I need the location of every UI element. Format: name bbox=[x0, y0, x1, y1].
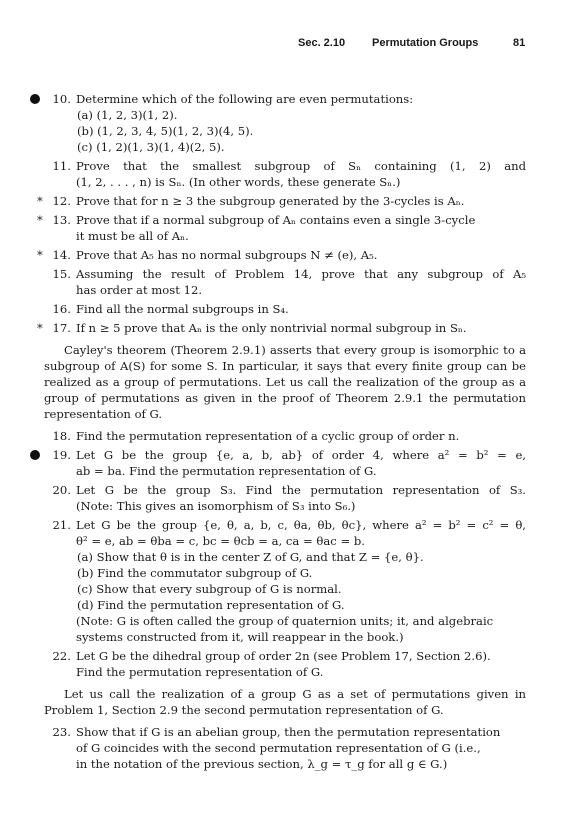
problem-10: 10. Determine which of the following are even permutations: (a) (1, 2, 3)(1, 2). (b) (1, 2, 3, 4, 5)(1, 2, 3)(4, 5). (c) (1, 2)(1, 3)(1, 4)(2, 5). bbox=[44, 91, 526, 155]
cayley-paragraph: Cayley's theorem (Theorem 2.9.1) asserts that every group is isomorphic to a subgroup of A(S) for some S. In particular, it says that every finite group can be realized as a group of permutations. Let us call the realization of the group as a group of permutations as given in the proof of Theorem 2.9.1 the permutation representation of G. bbox=[44, 343, 526, 421]
chapter-title: Permutation Groups bbox=[372, 37, 479, 49]
problem-15: 15. Assuming the result of Problem 14, prove that any subgroup of A₅ has order at most 12. bbox=[52, 267, 526, 297]
problem-23: 23. Show that if G is an abelian group, then the permutation representation of G coincides with the second permutation representation of G (i.e., in the notation of the previous section, λ_g = τ_g for all g ∈ G.) bbox=[52, 725, 501, 771]
problem-21: 21. Let G be the group {e, θ, a, b, c, θa, θb, θc}, where a² = b² = c² = θ, θ² = e, ab = θba = c, bc = θcb = a, ca = θac = b. (a) Show that θ is in the center Z of G, and that Z = {e, θ}. (b) Find the commutator subgroup of G. (c) Show that every subgroup of G is normal. (d) Find the permutation representation of G. (Note: G is often called the group of quaternion units; it, and algebraic systems constructed from it, will reappear in the book.) bbox=[52, 518, 526, 644]
problem-17: * 17. If n ≥ 5 prove that Aₙ is the only nontrivial normal subgroup in Sₙ. bbox=[37, 321, 467, 335]
running-header bbox=[0, 37, 573, 55]
problem-12: * 12. Prove that for n ≥ 3 the subgroup generated by the 3-cycles is Aₙ. bbox=[37, 194, 465, 208]
second-representation-paragraph: Let us call the realization of a group G as a set of permutations given in Problem 1, Section 2.9 the second permutation representation of G. bbox=[44, 687, 526, 717]
problem-18: 18. Find the permutation representation of a cyclic group of order n. bbox=[52, 429, 460, 443]
bullet-dot bbox=[30, 450, 40, 460]
problem-19: 19. Let G be the group {e, a, b, ab} of order 4, where a² = b² = e, ab = ba. Find the permutation representation of G. bbox=[44, 447, 526, 479]
page-body bbox=[37, 91, 526, 775]
problem-20: 20. Let G be the group S₃. Find the permutation representation of S₃. (Note: This gives an isomorphism of S₃ into S₆.) bbox=[52, 483, 526, 513]
problem-11: 11. Prove that the smallest subgroup of Sₙ containing (1, 2) and (1, 2, . . . , n) is Sₙ. (In other words, these generate Sₙ.) bbox=[52, 159, 526, 189]
problem-14: * 14. Prove that A₅ has no normal subgroups N ≠ (e), A₅. bbox=[37, 248, 378, 262]
section-label: Sec. 2.10 bbox=[298, 37, 346, 49]
problem-22: 22. Let G be the dihedral group of order 2n (see Problem 17, Section 2.6). Find the permutation representation of G. bbox=[52, 649, 491, 679]
problem-13: * 13. Prove that if a normal subgroup of Aₙ contains even a single 3-cycle it must be all of Aₙ. bbox=[37, 213, 476, 243]
page-number: 81 bbox=[513, 37, 526, 49]
bullet-dot bbox=[30, 94, 40, 104]
problem-16: 16. Find all the normal subgroups in S₄. bbox=[52, 302, 289, 316]
